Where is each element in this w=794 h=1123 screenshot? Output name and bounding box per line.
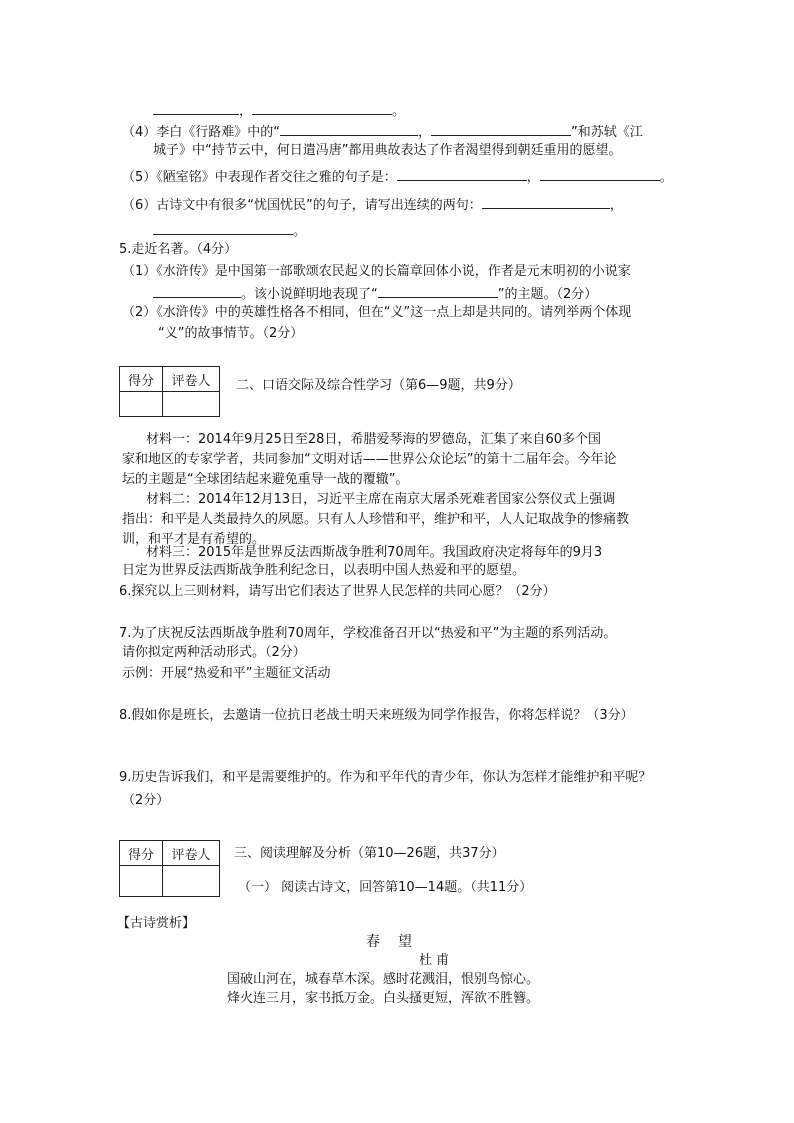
answer-blank[interactable] [378, 284, 498, 298]
score-cell[interactable] [120, 392, 163, 417]
item-text: （4）李白《行路难》中的“ [122, 125, 281, 140]
q3-item-6 [122, 195, 623, 214]
material-1-line1: 材料一：2014年9月25日至28日，希腊爱琴海的罗德岛，汇集了来自60多个国 [146, 432, 601, 447]
score-cell[interactable] [120, 866, 163, 897]
answer-blank[interactable] [482, 195, 610, 209]
q7-example: 示例：开展“热爱和平”主题征文活动 [122, 666, 331, 681]
q5-item-1-line1: （1）《水浒传》是中国第一部歌颂农民起义的长篇章回体小说，作者是元末明初的小说家 [122, 264, 631, 279]
separator: ， [609, 198, 623, 213]
item-text: ”和苏轼《江 [571, 125, 643, 140]
poem-author: 杜甫 [419, 953, 454, 968]
q7-line2: 请你拟定两种活动形式。（2分） [122, 645, 306, 660]
poem-line-1: 国破山河在，城春草木深。感时花溅泪，恨别鸟惊心。 [227, 972, 540, 987]
terminator: 。 [659, 170, 673, 185]
section-heading: 二、口语交际及综合性学习（第6—9题，共9分） [236, 378, 521, 393]
grader-cell[interactable] [163, 866, 220, 897]
separator: ， [239, 104, 253, 119]
material-2-line1: 材料二：2014年12月13日，习近平主席在南京大屠杀死难者国家公祭仪式上强调 [146, 492, 616, 507]
score-label: 得分 [120, 841, 163, 866]
poem-line-2: 烽火连三月，家书抵万金。白头搔更短，浑欲不胜簪。 [227, 991, 540, 1006]
separator: ， [526, 170, 540, 185]
score-table [119, 366, 220, 417]
answer-blank[interactable] [540, 167, 660, 181]
q3-item-4-line2: 城子》中“持节云中，何日遣冯唐”都用典故表达了作者渴望得到朝廷重用的愿望。 [153, 143, 622, 158]
q3-item-5 [122, 167, 673, 186]
q5-title: 5.走近名著。（4分） [119, 242, 238, 257]
terminator: 。 [293, 224, 307, 239]
grader-label: 评卷人 [163, 841, 220, 866]
q8-text: 8.假如你是班长，去邀请一位抗日老战士明天来班级为同学作报告，你将怎样说？（3分） [119, 708, 634, 723]
score-table [119, 840, 220, 897]
poem-section-label: 【古诗赏析】 [117, 916, 196, 931]
answer-blank[interactable] [252, 101, 392, 115]
terminator: 。 [392, 104, 406, 119]
q3-item-6-line2 [153, 221, 306, 240]
answer-blank[interactable] [431, 122, 571, 136]
answer-blank[interactable] [280, 122, 418, 136]
score-label: 得分 [120, 367, 163, 392]
material-3-line1: 材料三：2015年是世界反法西斯战争胜利70周年。我国政府决定将每年的9月3 [146, 545, 603, 560]
item-text: （5）《陋室铭》中表现作者交往之雅的句子是： [122, 170, 397, 185]
item-text: ”的主题。（2分） [497, 287, 598, 302]
material-1-line3: 坛的主题是“全球团结起来避免重导一战的覆辙”。 [122, 472, 409, 487]
q6-text: 6.探究以上三则材料，请写出它们表达了世界人民怎样的共同心愿？（2分） [119, 584, 556, 599]
grader-label: 评卷人 [163, 367, 220, 392]
grader-cell[interactable] [163, 392, 220, 417]
answer-blank[interactable] [153, 284, 241, 298]
material-1-line2: 家和地区的专家学者，共同参加“文明对话——世界公众论坛”的第十二届年会。今年论 [122, 452, 617, 467]
material-2-line2: 指出：和平是人类最持久的夙愿。只有人人珍惜和平，维护和平，人人记取战争的惨痛教 [122, 512, 630, 527]
q3-item-4 [122, 122, 643, 141]
q9-line1: 9.历史告诉我们，和平是需要维护的。作为和平年代的青少年，你认为怎样才能维护和平呢？ [119, 770, 652, 785]
material-2-line3: 训，和平才是有希望的。 [122, 532, 266, 547]
q9-line2: （2分） [122, 793, 170, 808]
q5-item-2-line2: “义”的故事情节。（2分） [158, 326, 304, 341]
answer-blank[interactable] [153, 221, 293, 235]
poem-title: 春 望 [366, 934, 414, 950]
section-subheading: （一） 阅读古诗文，回答第10—14题。（共11分） [238, 880, 533, 895]
material-3-line2: 日定为世界反法西斯战争胜利纪念日，以表明中国人热爱和平的愿望。 [122, 563, 526, 578]
item-text: 。该小说鲜明地表现了“ [241, 287, 378, 302]
answer-blank[interactable] [153, 101, 239, 115]
item-text: （6）古诗文中有很多“忧国忧民”的句子，请写出连续的两句： [122, 198, 482, 213]
q7-line1: 7.为了庆祝反法西斯战争胜利70周年，学校准备召开以“热爱和平”为主题的系列活动。 [119, 626, 617, 641]
section-heading: 三、阅读理解及分析（第10—26题，共37分） [234, 846, 505, 861]
q5-item-2-line1: （2）《水浒传》中的英雄性格各不相同，但在“义”这一点上却是共同的。请列举两个体现 [122, 305, 632, 320]
separator: ， [418, 125, 432, 140]
q3-blank-line [153, 101, 405, 120]
answer-blank[interactable] [397, 167, 527, 181]
q5-item-1-line2 [153, 284, 597, 303]
